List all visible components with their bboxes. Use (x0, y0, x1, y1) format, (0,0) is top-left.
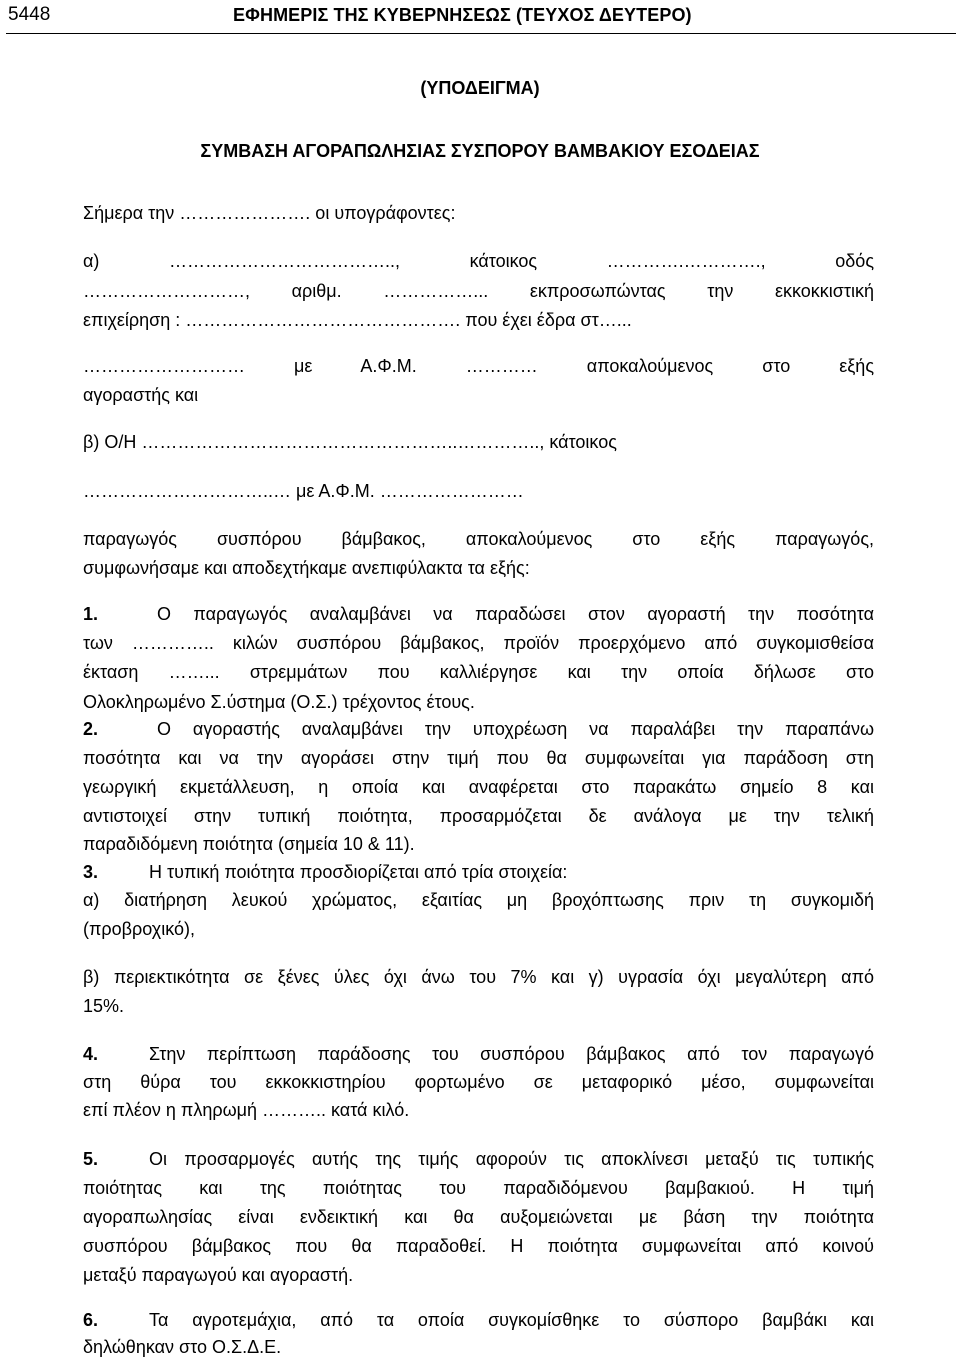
clause-text: Οι προσαρμογές αυτής της τιμής αφορούν τις αποκλίνεσι μεταξύ τις τυπικής (149, 1149, 874, 1169)
intro-line: Σήμερα την …………………. οι υπογράφοντες: (83, 203, 456, 223)
clause-text: των ………….. κιλών συσπόρου βάμβακος, προϊόν προερχόμενο από συγκομισθείσα (83, 633, 874, 653)
clause-3 (83, 858, 874, 886)
clause-text: Ο παραγωγός αναλαμβάνει να παραδώσει στον αγοραστή την ποσότητα (157, 604, 874, 624)
party-a-line: ………………………, αριθμ. ……………... εκπροσωπώντας την εκκοκκιστική (83, 281, 874, 301)
clause-text: δηλώθηκαν στο Ο.Σ.Δ.Ε. (83, 1337, 282, 1357)
clause-text: ποιότητας και της ποιότητας του παραδιδόμενου βαμβακιού. Η τιμή (83, 1178, 874, 1198)
clause-1 (83, 600, 874, 628)
clause-text: β) περιεκτικότητα σε ξένες ύλες όχι άνω του 7% και γ) υγρασία όχι μεγαλύτερη από (83, 967, 874, 987)
clause-number: 5. (83, 1149, 99, 1169)
clause-text: (προβροχικό), (83, 919, 196, 939)
party-a-line: αγοραστής και (83, 385, 199, 405)
clause-number: 2. (83, 719, 99, 739)
journal-title: ΕΦΗΜΕΡΙΣ ΤΗΣ ΚΥΒΕΡΝΗΣΕΩΣ (ΤΕΥΧΟΣ ΔΕΥΤΕΡΟ) (233, 5, 692, 25)
clause-text: στη θύρα του εκκοκκιστηρίου φορτωμένο σε μεταφορικό μέσο, συμφωνείται (83, 1072, 874, 1092)
document-label: (ΥΠΟΔΕΙΓΜΑ) (420, 78, 540, 98)
clause-text: ποσότητα και να την αγοράσει στην τιμή που θα συμφωνείται για παράδοση στη (83, 748, 874, 768)
party-b-line: …………………………..… με Α.Φ.Μ. …………………… (83, 481, 524, 501)
clause-4 (83, 1040, 874, 1068)
clause-text: γεωργική εκμετάλλευση, η οποία και αναφέρεται στο παρακάτω σημείο 8 και (83, 777, 874, 797)
party-a-line: ……………………… με Α.Φ.Μ. ………… αποκαλούμενος στο εξής (83, 356, 874, 376)
clause-text: αγοραπωλησίας είναι ενδεικτική και θα αυξομειώνεται με βάση την ποιότητα (83, 1207, 874, 1227)
clause-number: 4. (83, 1044, 99, 1064)
clause-text: 15%. (83, 996, 125, 1016)
agreement-line: παραγωγός συσπόρου βάμβακος, αποκαλούμενος στο εξής παραγωγός, (83, 529, 874, 549)
clause-number: 1. (83, 604, 99, 624)
page-header (6, 0, 956, 34)
clause-text: επί πλέον η πληρωμή ……….. κατά κιλό. (83, 1100, 410, 1120)
clause-text: έκταση ……... στρεμμάτων που καλλιέργησε και την οποία δήλωσε στο (83, 662, 874, 682)
clause-text: Ολοκληρωμένο Σ.ύστημα (Ο.Σ.) τρέχοντος έτους. (83, 692, 475, 712)
clause-text: αντιστοιχεί στην τυπική ποιότητα, προσαρμόζεται δε ανάλογα με την τελική (83, 806, 874, 826)
document-title: ΣΥΜΒΑΣΗ ΑΓΟΡΑΠΩΛΗΣΙΑΣ ΣΥΣΠΟΡΟΥ ΒΑΜΒΑΚΙΟΥ ΕΣΟΔΕΙΑΣ (200, 141, 760, 161)
clause-6 (83, 1306, 874, 1334)
clause-2 (83, 715, 874, 743)
page-number: 5448 (8, 4, 51, 25)
party-b-line: β) Ο/Η ……………………………………………..………….., κάτοικος (83, 432, 617, 452)
clause-text: Η τυπική ποιότητα προσδιορίζεται από τρία στοιχεία: (149, 862, 568, 882)
party-a-line: επιχείρηση : ………………………………………. που έχει έδρα στ…... (83, 310, 632, 330)
clause-text: συσπόρου βάμβακος που θα παραδοθεί. Η ποιότητα συμφωνείται από κοινού (83, 1236, 874, 1256)
clause-text: μεταξύ παραγωγού και αγοραστή. (83, 1265, 354, 1285)
party-a-line: α) ……………………………….., κάτοικος ………….…………., οδός (83, 251, 874, 271)
clause-text: Τα αγροτεμάχια, από τα οποία συγκομίσθηκε το σύσπορο βαμβάκι και (149, 1310, 874, 1330)
clause-text: Στην περίπτωση παράδοσης του συσπόρου βάμβακος από τον παραγωγό (149, 1044, 874, 1064)
clause-text: παραδιδόμενη ποιότητα (σημεία 10 & 11). (83, 834, 415, 854)
clause-number: 3. (83, 862, 99, 882)
clause-number: 6. (83, 1310, 99, 1330)
clause-text: Ο αγοραστής αναλαμβάνει την υποχρέωση να παραλάβει την παραπάνω (157, 719, 874, 739)
clause-5 (83, 1145, 874, 1173)
clause-text: α) διατήρηση λευκού χρώματος, εξαιτίας μη βροχόπτωσης πριν τη συγκομιδή (83, 890, 874, 910)
agreement-line: συμφωνήσαμε και αποδεχτήκαμε ανεπιφύλακτα τα εξής: (83, 558, 530, 578)
